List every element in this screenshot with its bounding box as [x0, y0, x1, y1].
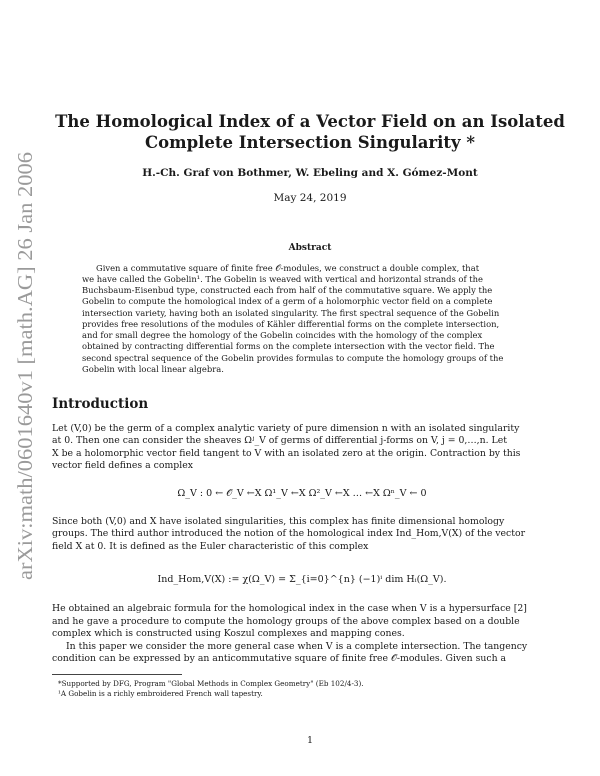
paper-title [40, 111, 580, 153]
section-heading-introduction: Introduction [52, 396, 149, 412]
footnote-gobelin: ¹A Gobelin is a richly embroidered French wall tapestry. [58, 689, 263, 698]
abstract-line: Given a commutative square of finite free 𝒪-modules, we construct a double complex, that [96, 263, 480, 273]
body-line: groups. The third author introduced the notion of the homological index Ind_Hom,V(X) of the vector [52, 528, 526, 539]
abstract-line: we have called the Gobelin¹. The Gobelin is weaved with vertical and horizontal strands of the [82, 274, 483, 284]
abstract-line: Buchsbaum-Eisenbud type, constructed each from half of the commutative square. We apply the [82, 285, 493, 295]
body-line: Let (V,0) be the germ of a complex analytic variety of pure dimension n with an isolated singularity [52, 423, 520, 434]
body-line: complex which is constructed using Koszul complexes and mapping cones. [52, 628, 405, 639]
body-line: Since both (V,0) and X have isolated singularities, this complex has finite dimensional homology [52, 516, 505, 527]
footnote-funding: *Supported by DFG, Program "Global Methods in Complex Geometry" (Eb 102/4-3). [58, 679, 364, 688]
footnote-rule [52, 674, 182, 675]
abstract-line: obtained by contracting differential forms on the complete intersection with the vector field. The [82, 341, 495, 351]
abstract-line: and for small degree the homology of the Gobelin coincides with the homology of the complex [82, 330, 483, 340]
body-line: X be a holomorphic vector field tangent to V with an isolated zero at the origin. Contraction by this [52, 448, 521, 459]
abstract-line: second spectral sequence of the Gobelin provides formulas to compute the homology groups of the [82, 353, 504, 363]
authors: H.-Ch. Graf von Bothmer, W. Ebeling and X. Gómez-Mont [142, 167, 478, 179]
page-number: 1 [306, 735, 314, 746]
title-line-1: The Homological Index of a Vector Field on an Isolated [55, 112, 565, 131]
arxiv-stamp-graphic [6, 150, 40, 580]
body-line: field X at 0. It is defined as the Euler characteristic of this complex [52, 541, 369, 552]
arxiv-stamp [6, 150, 40, 580]
date: May 24, 2019 [273, 192, 347, 204]
body-line: vector field defines a complex [52, 460, 193, 471]
body-line: at 0. Then one can consider the sheaves Ωʲ_V of germs of differential j-forms on V, j = 0,…,n. Let [52, 435, 507, 446]
body-line: condition can be expressed by an anticommutative square of finite free 𝒪-modules. Given such a [52, 653, 507, 664]
abstract-line: provides free resolutions of the modules of Kähler differential forms on the complete intersection, [82, 319, 500, 329]
body-line: and he gave a procedure to compute the homology groups of the above complex based on a double [52, 616, 520, 627]
equation-contraction-complex: Ω_V : 0 ← 𝒪_V ←X Ω¹_V ←X Ω²_V ←X … ←X Ωⁿ_V ← 0 [177, 488, 427, 499]
arxiv-stamp-text: arXiv:math/0601640v1 [math.AG] 26 Jan 2006 [13, 180, 37, 580]
title-line-2: Complete Intersection Singularity * [145, 133, 475, 152]
abstract-line: intersection variety, having both an isolated singularity. The first spectral sequence of the Gobelin [82, 308, 500, 318]
abstract-line: Gobelin to compute the homological index of a germ of a holomorphic vector field on a complete [82, 296, 493, 306]
body-line: He obtained an algebraic formula for the homological index in the case when V is a hypersurface [2] [52, 603, 527, 614]
abstract-heading: Abstract [288, 243, 332, 253]
equation-homological-index: Ind_Hom,V(X) := χ(Ω_V) = Σ_{i=0}^{n} (−1)ⁱ dim Hᵢ(Ω_V). [157, 574, 447, 585]
abstract-line: Gobelin with local linear algebra. [82, 364, 224, 374]
body-line: In this paper we consider the more general case when V is a complete intersection. The tangency [66, 641, 528, 652]
